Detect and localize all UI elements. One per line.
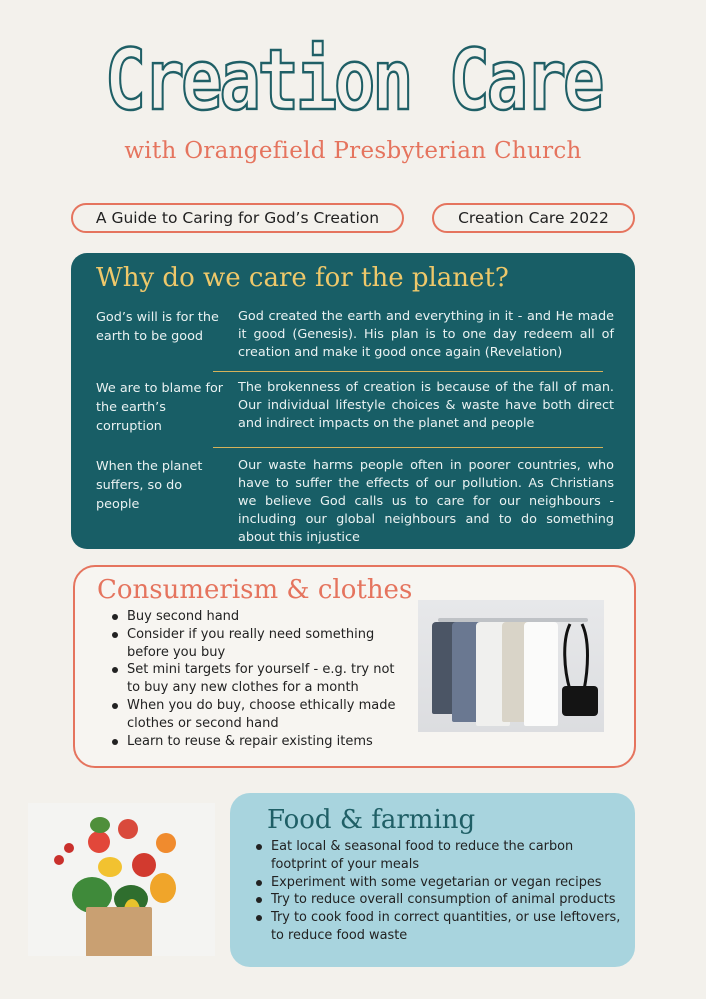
consumerism-list [110, 608, 400, 750]
row-divider [213, 371, 603, 372]
clothes-rail-photo [418, 600, 604, 732]
veg [150, 873, 176, 903]
vegetables-photo [28, 803, 215, 956]
paper-bag [86, 907, 152, 956]
veg [64, 843, 74, 853]
list-item: Consider if you really need something before you buy [110, 626, 400, 662]
list-item: Buy second hand [110, 608, 400, 626]
list-item: Set mini targets for yourself - e.g. try not to buy any new clothes for a month [110, 661, 400, 697]
veg [156, 833, 176, 853]
page-title: Creation Care [104, 31, 602, 129]
list-item: Eat local & seasonal food to reduce the carbon footprint of your meals [254, 838, 624, 874]
row-divider [213, 447, 603, 448]
why-care-panel [71, 253, 635, 549]
why-row-text: The brokenness of creation is because of the fall of man. Our individual lifestyle choices & waste have both direct and indirect impacts on the planet and people [238, 380, 614, 431]
veg [118, 819, 138, 839]
guide-pill: A Guide to Caring for God’s Creation [71, 203, 404, 233]
consumerism-heading: Consumerism & clothes [97, 575, 413, 605]
why-row-label: We are to blame for the earth’s corruption [96, 381, 224, 434]
veg [132, 853, 156, 877]
veg [98, 857, 122, 877]
why-row-label: God’s will is for the earth to be good [96, 310, 219, 344]
list-item: When you do buy, choose ethically made clothes or second hand [110, 697, 400, 733]
food-list [254, 838, 624, 945]
year-pill: Creation Care 2022 [432, 203, 635, 233]
list-item: Try to reduce overall consumption of animal products [254, 891, 624, 909]
handbag-icon [560, 620, 600, 716]
veg [90, 817, 110, 833]
why-row-text: Our waste harms people often in poorer countries, who have to suffer the effects of our pollution. As Christians we believe God calls us to care for our neighbours - including our global neighbours and to do something about this injustice [238, 458, 614, 545]
food-farming-panel [230, 793, 635, 967]
page-subtitle: with Orangefield Presbyterian Church [124, 138, 582, 164]
list-item: Try to cook food in correct quantities, or use leftovers, to reduce food waste [254, 909, 624, 945]
why-row-text: God created the earth and everything in it - and He made it good (Genesis). His plan is to one day redeem all of creation and make it good once again (Revelation) [238, 309, 614, 360]
veg [88, 831, 110, 853]
list-item: Experiment with some vegetarian or vegan recipes [254, 874, 624, 892]
why-row-label: When the planet suffers, so do people [96, 459, 203, 512]
list-item: Learn to reuse & repair existing items [110, 733, 400, 751]
veg [54, 855, 64, 865]
garment [524, 622, 558, 726]
food-heading: Food & farming [267, 805, 476, 835]
why-care-heading: Why do we care for the planet? [96, 263, 509, 293]
